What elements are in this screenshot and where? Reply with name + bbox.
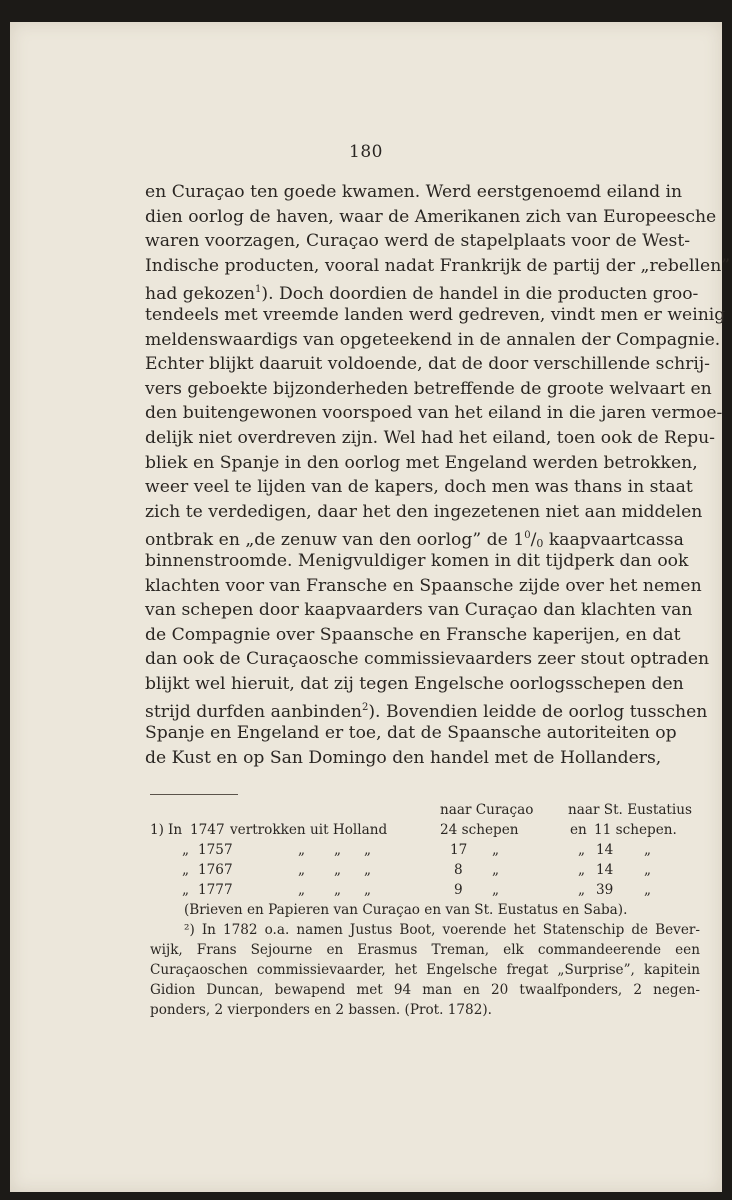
text-line: blijkt wel hieruit, dat zij tegen Engelsche oorlogsschepen den: [145, 673, 684, 694]
footnote-2-line: ²) In 1782 o.a. namen Justus Boot, voerende het Statenschip de Bever-: [184, 922, 700, 938]
footnote-table-row: 1) In 1747 vertrokken uit Holland 24 schepen en 11 schepen.: [150, 822, 677, 838]
text-line: weer veel te lijden van de kapers, doch men was thans in staat: [145, 477, 693, 498]
text-line: de Kust en op San Domingo den handel met de Hollanders,: [145, 747, 662, 768]
footnote-table-header: naar Curaçao naar St. Eustatius: [440, 802, 692, 818]
footnote-divider: [150, 794, 238, 795]
footnote-table-row: „ 1767 „ „ „ 8 „ „ 14 „: [182, 862, 652, 878]
footnote-2-line: Curaçaoschen commissievaarder, het Engelsche fregat „Surprise”, kapitein: [150, 962, 700, 978]
text-line-with-footnote-ref: strijd durfden aanbinden$^2$). Bovendien leidde de oorlog tusschen: [145, 702, 708, 723]
text-line: zich te verdedigen, daar het den ingezetenen niet aan middelen: [145, 501, 703, 522]
footnote-2-line: ponders, 2 vierponders en 2 bassen. (Prot. 1782).: [150, 1002, 492, 1018]
text-line: den buitengewonen voorspoed van het eiland in die jaren vermoe-: [145, 403, 723, 424]
footnote-table-row: „ 1757 „ „ „ 17 „ „ 14 „: [182, 842, 652, 858]
text-line-with-footnote-ref: had gekozen$^1$). Doch doordien de handel in die producten groo-: [145, 284, 699, 305]
text-line: dien oorlog de haven, waar de Amerikanen zich van Europeesche: [145, 206, 717, 227]
footnote-ref-1: 1: [255, 284, 262, 296]
text-line: delijk niet overdreven zijn. Wel had het eiland, toen ook de Repu-: [145, 427, 715, 448]
text-line: Echter blijkt daaruit voldoende, dat de door verschillende schrij-: [145, 354, 710, 375]
text-line: vers geboekte bijzonderheden betreffende de groote welvaart en: [145, 378, 712, 399]
text-line-percent: ontbrak en „de zenuw van den oorlog” de $1^0/0$ kaapvaartcassa: [145, 530, 684, 551]
text-line: waren voorzagen, Curaçao werd de stapelplaats voor de West-: [145, 231, 691, 252]
text-line: van schepen door kaapvaarders van Curaçao dan klachten van: [145, 600, 693, 621]
footnotes: [150, 800, 700, 1020]
text-line: Spanje en Engeland er toe, dat de Spaansche autoriteiten op: [145, 723, 677, 744]
text-line: en Curaçao ten goede kwamen. Werd eerstgenoemd eiland in: [145, 182, 683, 202]
text-line: dan ook de Curaçaosche commissievaarders zeer stout optraden: [145, 649, 710, 670]
footnote-2-line: wijk, Frans Sejourne en Erasmus Treman, elk commandeerende een: [150, 942, 700, 958]
body-text: [145, 180, 731, 770]
footnote-table-row: „ 1777 „ „ „ 9 „ „ 39 „: [182, 882, 652, 898]
footnote-ref-2: 2: [361, 702, 369, 714]
page-number: 180: [349, 142, 383, 162]
text-line: meldenswaardigs van opgeteekend in de annalen der Compagnie.: [145, 329, 721, 350]
text-line: klachten voor van Fransche en Spaansche zijde over het nemen: [145, 575, 702, 596]
footnote-source: (Brieven en Papieren van Curaçao en van St. Eustatus en Saba).: [184, 902, 628, 918]
text-line: tendeels met vreemde landen werd gedreven, vindt men er weinig: [145, 304, 726, 325]
text-line: de Compagnie over Spaansche en Fransche kaperijen, en dat: [145, 624, 681, 645]
text-line: binnenstroomde. Menigvuldiger komen in dit tijdperk dan ook: [145, 550, 689, 571]
book-page: [10, 22, 731, 1192]
text-line: Indische producten, vooral nadat Frankrijk de partij der „rebellen”: [145, 255, 731, 276]
text-line: bliek en Spanje in den oorlog met Engeland werden betrokken,: [145, 452, 698, 473]
footnote-2-line: Gidion Duncan, bewapend met 94 man en 20 twaalfponders, 2 negen-: [150, 982, 700, 998]
